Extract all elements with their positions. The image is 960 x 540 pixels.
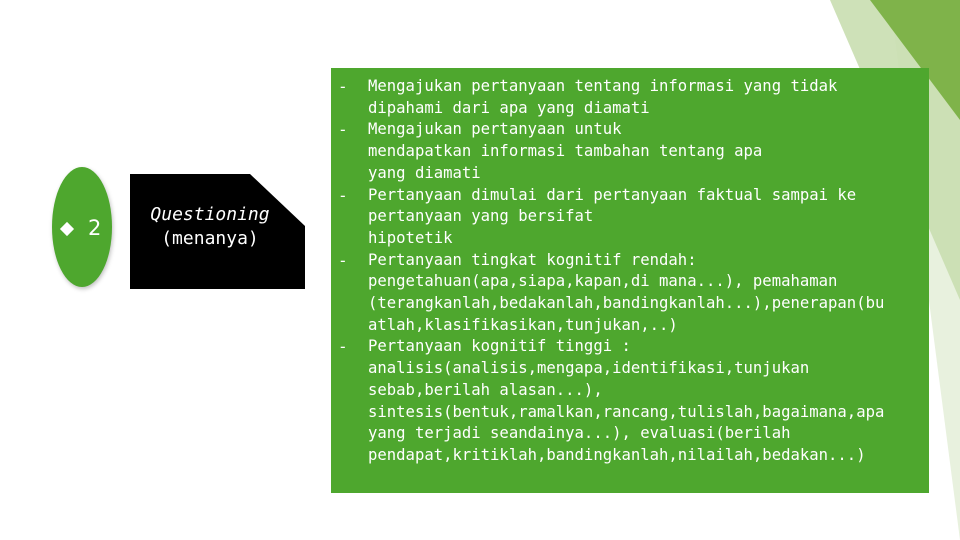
list-item: [331, 76, 921, 119]
list-item-text: Pertanyaan tingkat kognitif rendah: pengetahuan(apa,siapa,kapan,di mana...), pemahaman (terangkanlah,bedakanlah,bandingkanlah...),penerapan(bu atlah,klasifikasikan,tunjukan,..): [368, 250, 885, 334]
content-box: [331, 68, 929, 493]
list-item: [331, 336, 921, 466]
label-text: [130, 203, 290, 251]
dash-bullet: -: [338, 337, 348, 357]
dash-bullet: -: [338, 77, 348, 96]
list-item: [331, 119, 921, 184]
label-subtitle: (menanya): [161, 228, 259, 249]
list-item: [331, 185, 921, 250]
dash-bullet: -: [338, 120, 348, 140]
bullet-list: [331, 76, 921, 467]
list-item-text: Mengajukan pertanyaan tentang informasi yang tidak dipahami dari apa yang diamati: [368, 77, 838, 117]
list-item-text: Pertanyaan kognitif tinggi : analisis(analisis,mengapa,identifikasi,tunjukan sebab,berilah alasan...), sintesis(bentuk,ramalkan,rancang,tulislah,bagaimana,apa yang terjadi seandainya...), evaluasi(berilah pendapat,kritiklah,bandingkanlah,nilailah,bedakan...): [368, 337, 885, 464]
dash-bullet: -: [338, 250, 348, 270]
list-item-text: Pertanyaan dimulai dari pertanyaan faktual sampai ke pertanyaan yang bersifat hipotetik: [368, 185, 857, 247]
dash-bullet: -: [338, 185, 348, 205]
list-item: [331, 250, 921, 337]
list-item-text: Mengajukan pertanyaan untuk mendapatkan informasi tambahan tentang apa yang diamati: [368, 120, 763, 182]
label-title: Questioning: [150, 204, 270, 225]
item-number: 2: [88, 216, 102, 240]
